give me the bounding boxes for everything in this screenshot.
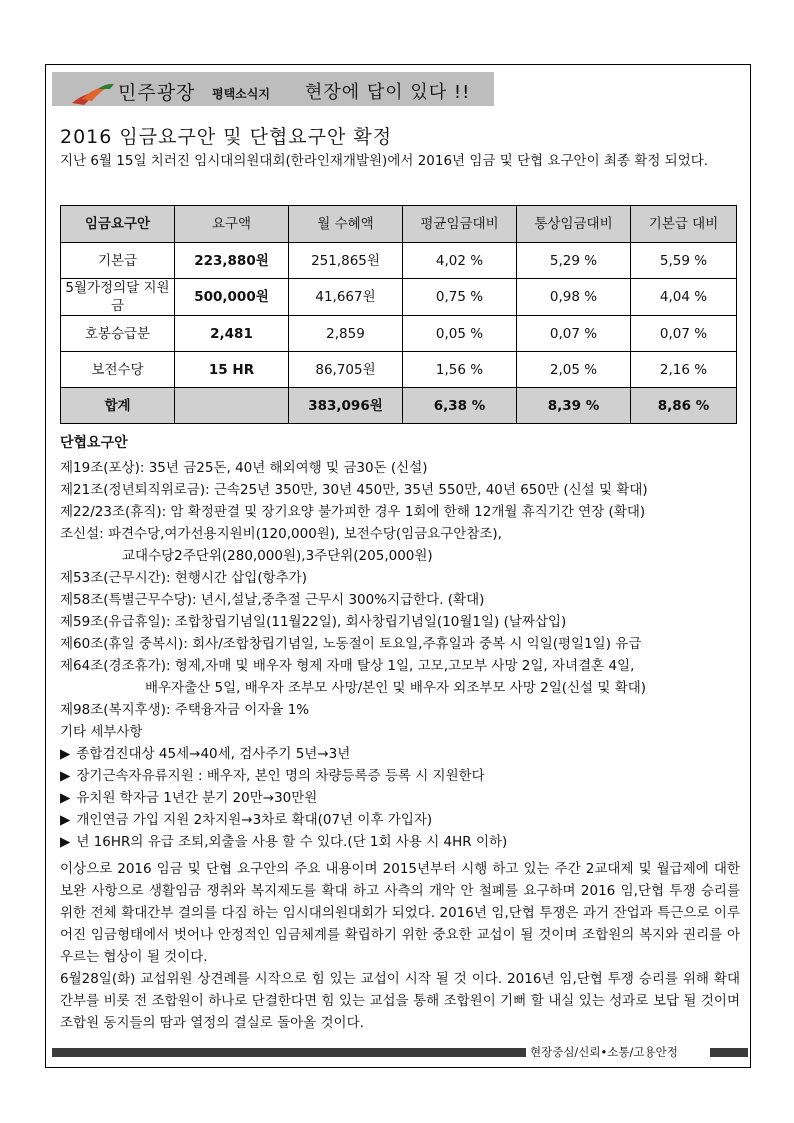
wage-demand-table (60, 205, 737, 424)
table-cell: 0,98 % (517, 279, 631, 316)
subsection-title: 기타 세부사항 (60, 724, 143, 740)
table-cell: 1,56 % (403, 352, 517, 388)
newsletter-subtitle: 평택소식지 (212, 87, 270, 101)
table-cell: 8,86 % (631, 388, 737, 424)
table-cell: 5,59 % (631, 243, 737, 279)
list-item-text: 종합검진대상 45세→40세, 검사주기 5년→3년 (76, 746, 351, 762)
table-header-cell: 요구액 (175, 206, 289, 243)
union-item: 제64조(경조휴가): 형제,자매 및 배우자 형제 자매 탈상 1일, 고모,고모부 사망 2일, 자녀결혼 4일, (60, 658, 635, 674)
table-row (61, 352, 737, 388)
table-cell (175, 388, 289, 424)
union-item: 제98조(복지후생): 주택융자금 이자율 1% (60, 702, 310, 718)
article-headline: 2016 임금요구안 및 단협요구안 확정 (60, 126, 393, 148)
table-cell: 5월가정의달 지원금 (61, 279, 175, 316)
table-cell: 4,04 % (631, 279, 737, 316)
table-cell: 2,859 (289, 316, 403, 352)
logo-icon (70, 81, 116, 107)
table-row (61, 243, 737, 279)
bullet-icon: ▶ (60, 834, 71, 850)
bullet-icon: ▶ (60, 768, 71, 784)
table-header-cell: 임금요구안 (61, 206, 175, 243)
union-item: 제59조(유급휴일): 조합창립기념일(11월22일), 회사창립기념일(10월1일) (날짜삽입) (60, 614, 567, 630)
table-cell: 합계 (61, 388, 175, 424)
table-cell: 8,39 % (517, 388, 631, 424)
table-cell: 6,38 % (403, 388, 517, 424)
union-item: 제60조(휴일 중복시): 회사/조합창립기념일, 노동절이 토요일,주휴일과 중복 시 익일(평일1일) 유급 (60, 636, 642, 652)
list-item (60, 786, 317, 806)
footer-bar (52, 1048, 526, 1057)
table-cell: 41,667원 (289, 279, 403, 316)
table-total-row (61, 388, 737, 424)
table-cell: 2,05 % (517, 352, 631, 388)
table-header-cell: 기본급 대비 (631, 206, 737, 243)
newsletter-slogan: 현장에 답이 있다 !! (305, 82, 471, 103)
table-cell: 2,481 (175, 316, 289, 352)
union-item-continued: 배우자출산 5일, 배우자 조부모 사망/본인 및 배우자 외조부모 사망 2일(신설 및 확대) (145, 680, 647, 696)
table-cell: 4,02 % (403, 243, 517, 279)
list-item-text: 유치원 학자금 1년간 분기 20만→30만원 (76, 790, 318, 806)
union-item: 제22/23조(휴직): 암 확정판결 및 장기요양 불가피한 경우 1회에 한해 12개월 휴직기간 연장 (확대) (60, 504, 646, 520)
table-cell: 보전수당 (61, 352, 175, 388)
list-item (60, 742, 350, 762)
list-item-text: 장기근속자유류지원 : 배우자, 본인 명의 차량등록증 등록 시 지원한다 (76, 768, 485, 784)
table-header-row (61, 206, 737, 243)
footer-bar (710, 1048, 748, 1057)
union-item: 제19조(포상): 35년 금25돈, 40년 해외여행 및 금30돈 (신설) (60, 460, 428, 476)
table-cell: 383,096원 (289, 388, 403, 424)
table-cell: 86,705원 (289, 352, 403, 388)
table-header-cell: 월 수혜액 (289, 206, 403, 243)
bullet-icon: ▶ (60, 812, 71, 828)
closing-paragraph: 6월28일(화) 교섭위원 상견례를 시작으로 힘 있는 교섭이 시작 될 것 이다. 2016년 임,단협 투쟁 승리를 위해 확대 간부를 비롯 전 조합원이 하나로 단결한다면 힘 있는 교섭을 통해 조합원이 기뻐 할 내실 있는 성과로 보답 될 것이며 조합원 동지들의 땀과 열정의 결실로 돌아올 것이다. (60, 971, 740, 1031)
footer-motto: 현장중심/신뢰•소통/고용안정 (530, 1045, 678, 1059)
list-item (60, 808, 432, 828)
newsletter-name: 민주광장 (118, 82, 196, 104)
bullet-icon: ▶ (60, 746, 71, 762)
table-cell: 2,16 % (631, 352, 737, 388)
table-cell: 0,05 % (403, 316, 517, 352)
list-item (60, 764, 485, 784)
closing-paragraph: 이상으로 2016 임금 및 단협 요구안의 주요 내용이며 2015년부터 시행 하고 있는 주간 2교대제 및 월급제에 대한 보완 사항으로 생활임금 쟁취와 복지제도를 확대 하고 사측의 개악 안 철폐를 요구하며 2016 임,단협 투쟁 승리를 위한 전체 확대간부 결의를 다짐 하는 임시대의원대회가 되었다. 2016년 임,단협 투쟁은 과거 잔업과 특근으로 이루어진 임금형태에서 벗어나 안정적인 임금체계를 확립하기 위한 중요한 교섭이 될 것이며 조합원의 복지와 권리를 아우르는 협상이 될 것이다. (60, 861, 740, 965)
table-cell: 5,29 % (517, 243, 631, 279)
list-item-text: 개인연금 가입 지원 2차지원→3차로 확대(07년 이후 가입자) (76, 812, 433, 828)
table-cell: 0,75 % (403, 279, 517, 316)
table-cell: 0,07 % (631, 316, 737, 352)
table-row (61, 279, 737, 316)
list-item (60, 830, 507, 850)
table-cell: 0,07 % (517, 316, 631, 352)
table-header-cell: 평균임금대비 (403, 206, 517, 243)
bullet-icon: ▶ (60, 790, 71, 806)
table-row (61, 316, 737, 352)
union-item: 조신설: 파견수당,여가선용지원비(120,000원), 보전수당(임금요구안참조), (60, 526, 502, 542)
union-item-continued: 교대수당2주단위(280,000원),3주단위(205,000원) (122, 548, 433, 564)
list-item-text: 년 16HR의 유급 조퇴,외출을 사용 할 수 있다.(단 1회 사용 시 4HR 이하) (76, 834, 508, 850)
table-cell: 251,865원 (289, 243, 403, 279)
table-header-cell: 통상임금대비 (517, 206, 631, 243)
union-item: 제21조(정년퇴직위로금): 근속25년 350만, 30년 450만, 35년 550만, 40년 650만 (신설 및 확대) (60, 482, 648, 498)
section-title: 단협요구안 (60, 435, 128, 451)
intro-paragraph: 지난 6월 15일 치러진 임시대의원대회(한라인재개발원)에서 2016년 임금 및 단협 요구안이 최종 확정 되었다. (60, 153, 709, 169)
table-cell: 223,880원 (175, 243, 289, 279)
table-cell: 500,000원 (175, 279, 289, 316)
table-cell: 기본급 (61, 243, 175, 279)
union-item: 제53조(근무시간): 현행시간 삽입(항추가) (60, 570, 307, 586)
union-item: 제58조(특별근무수당): 년시,설날,중추절 근무시 300%지급한다. (확대) (60, 592, 485, 608)
table-cell: 호봉승급분 (61, 316, 175, 352)
table-cell: 15 HR (175, 352, 289, 388)
